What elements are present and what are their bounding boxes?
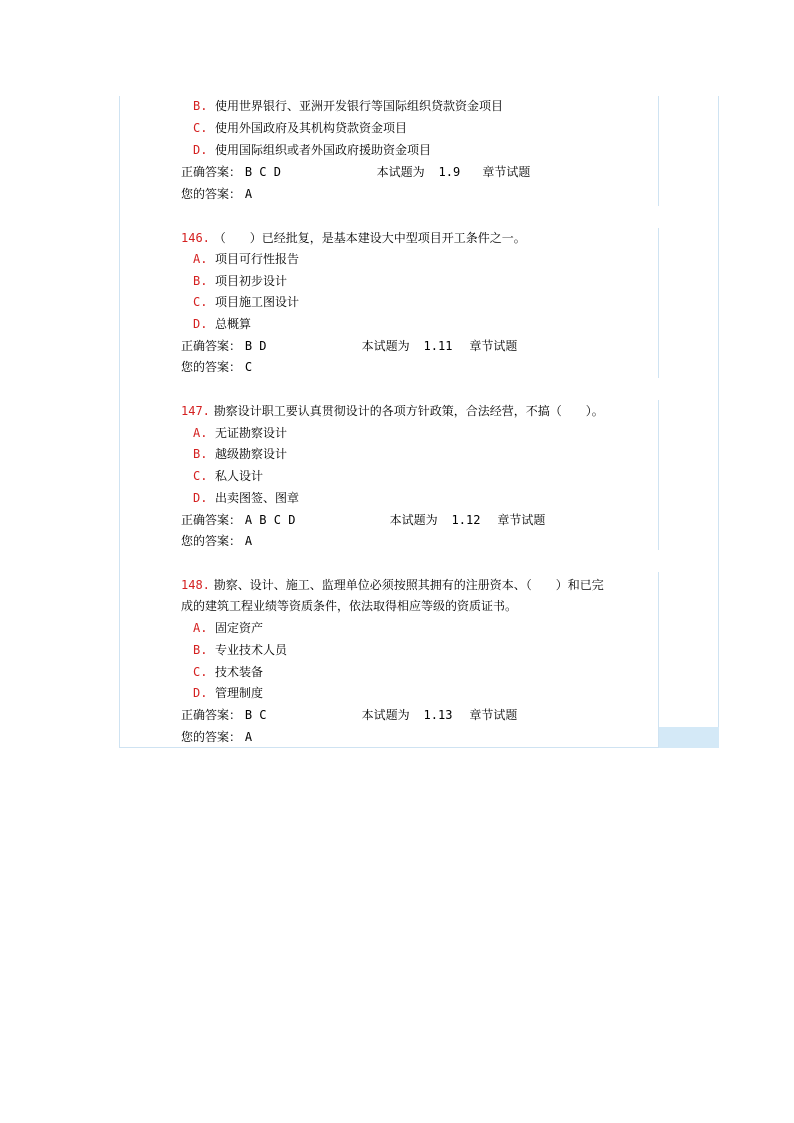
question-text-line1: 勘察、设计、施工、监理单位必须按照其拥有的注册资本、（ ）和已完 xyxy=(213,578,604,592)
question-text: （ ）已经批复，是基本建设大中型项目开工条件之一。 xyxy=(213,231,526,245)
question-number: 147. xyxy=(181,404,210,418)
your-answer-label: 您的答案： xyxy=(181,534,242,548)
option-b xyxy=(193,98,503,114)
option-letter: B. xyxy=(193,447,208,461)
topic-suffix: 章节试题 xyxy=(482,165,531,179)
option-letter: C. xyxy=(193,469,208,483)
correct-answer-value: B D xyxy=(244,339,267,353)
correct-answer-row xyxy=(181,707,517,723)
option-a xyxy=(193,620,263,636)
correct-answer-row xyxy=(181,512,545,528)
option-text: 使用国际组织或者外国政府援助资金项目 xyxy=(215,143,432,157)
topic-suffix: 章节试题 xyxy=(469,339,518,353)
your-answer-label: 您的答案： xyxy=(181,730,242,744)
your-answer-label: 您的答案： xyxy=(181,187,242,201)
divider xyxy=(658,96,659,206)
topic-value: 1.11 xyxy=(423,339,453,353)
topic-label: 本试题为 xyxy=(361,339,410,353)
option-b xyxy=(193,446,287,462)
option-d xyxy=(193,142,431,158)
option-text: 越级勘察设计 xyxy=(215,447,288,461)
option-c xyxy=(193,468,263,484)
option-b xyxy=(193,273,287,289)
topic-label: 本试题为 xyxy=(389,513,438,527)
correct-answer-label: 正确答案： xyxy=(181,339,242,353)
correct-answer-row xyxy=(181,338,517,354)
option-letter: A. xyxy=(193,252,208,266)
option-text: 使用世界银行、亚洲开发银行等国际组织贷款资金项目 xyxy=(215,99,504,113)
option-text: 固定资产 xyxy=(215,621,264,635)
option-text: 项目初步设计 xyxy=(215,274,288,288)
your-answer-row xyxy=(181,359,252,375)
option-letter: D. xyxy=(193,317,208,331)
option-a xyxy=(193,251,299,267)
your-answer-value: A xyxy=(244,730,253,744)
option-text: 技术装备 xyxy=(215,665,264,679)
option-letter: A. xyxy=(193,621,208,635)
correct-answer-label: 正确答案： xyxy=(181,513,242,527)
your-answer-row xyxy=(181,186,252,202)
your-answer-value: C xyxy=(244,360,253,374)
topic-label: 本试题为 xyxy=(376,165,425,179)
divider xyxy=(658,572,659,748)
your-answer-label: 您的答案： xyxy=(181,360,242,374)
option-text: 管理制度 xyxy=(215,686,264,700)
divider xyxy=(658,400,659,550)
option-d xyxy=(193,490,299,506)
your-answer-row xyxy=(181,533,252,549)
option-text: 私人设计 xyxy=(215,469,264,483)
question-147-title xyxy=(181,403,604,419)
divider xyxy=(658,228,659,378)
question-text-line2: 成的建筑工程业绩等资质条件，依法取得相应等级的资质证书。 xyxy=(181,599,518,613)
option-letter: C. xyxy=(193,121,208,135)
your-answer-value: A xyxy=(244,187,253,201)
topic-suffix: 章节试题 xyxy=(469,708,518,722)
option-text: 项目可行性报告 xyxy=(215,252,300,266)
option-d xyxy=(193,316,251,332)
topic-label: 本试题为 xyxy=(361,708,410,722)
option-letter: B. xyxy=(193,643,208,657)
correct-answer-value: B C xyxy=(244,708,267,722)
option-letter: C. xyxy=(193,295,208,309)
question-148-title-cont xyxy=(181,598,517,614)
correct-answer-label: 正确答案： xyxy=(181,165,242,179)
option-text: 无证勘察设计 xyxy=(215,426,288,440)
question-number: 148. xyxy=(181,578,210,592)
correct-answer-value: A B C D xyxy=(244,513,296,527)
option-letter: D. xyxy=(193,686,208,700)
correct-answer-row xyxy=(181,164,530,180)
option-a xyxy=(193,425,287,441)
footer-strip xyxy=(659,727,719,748)
correct-answer-label: 正确答案： xyxy=(181,708,242,722)
option-c xyxy=(193,120,407,136)
topic-value: 1.12 xyxy=(451,513,481,527)
option-letter: C. xyxy=(193,665,208,679)
question-number: 146. xyxy=(181,231,210,245)
correct-answer-value: B C D xyxy=(244,165,281,179)
option-text: 总概算 xyxy=(215,317,252,331)
option-letter: A. xyxy=(193,426,208,440)
topic-value: 1.13 xyxy=(423,708,453,722)
topic-value: 1.9 xyxy=(438,165,461,179)
question-148-title xyxy=(181,577,604,593)
option-text: 项目施工图设计 xyxy=(215,295,300,309)
option-letter: B. xyxy=(193,99,208,113)
topic-suffix: 章节试题 xyxy=(497,513,546,527)
question-146-title xyxy=(181,230,526,246)
your-answer-row xyxy=(181,729,252,745)
option-text: 专业技术人员 xyxy=(215,643,288,657)
your-answer-value: A xyxy=(244,534,253,548)
option-letter: D. xyxy=(193,143,208,157)
option-text: 使用外国政府及其机构贷款资金项目 xyxy=(215,121,408,135)
question-text: 勘察设计职工要认真贯彻设计的各项方针政策，合法经营，不搞（ ）。 xyxy=(213,404,604,418)
option-d xyxy=(193,685,263,701)
option-b xyxy=(193,642,287,658)
option-letter: B. xyxy=(193,274,208,288)
option-letter: D. xyxy=(193,491,208,505)
option-c xyxy=(193,294,299,310)
option-text: 出卖图签、图章 xyxy=(215,491,300,505)
option-c xyxy=(193,664,263,680)
